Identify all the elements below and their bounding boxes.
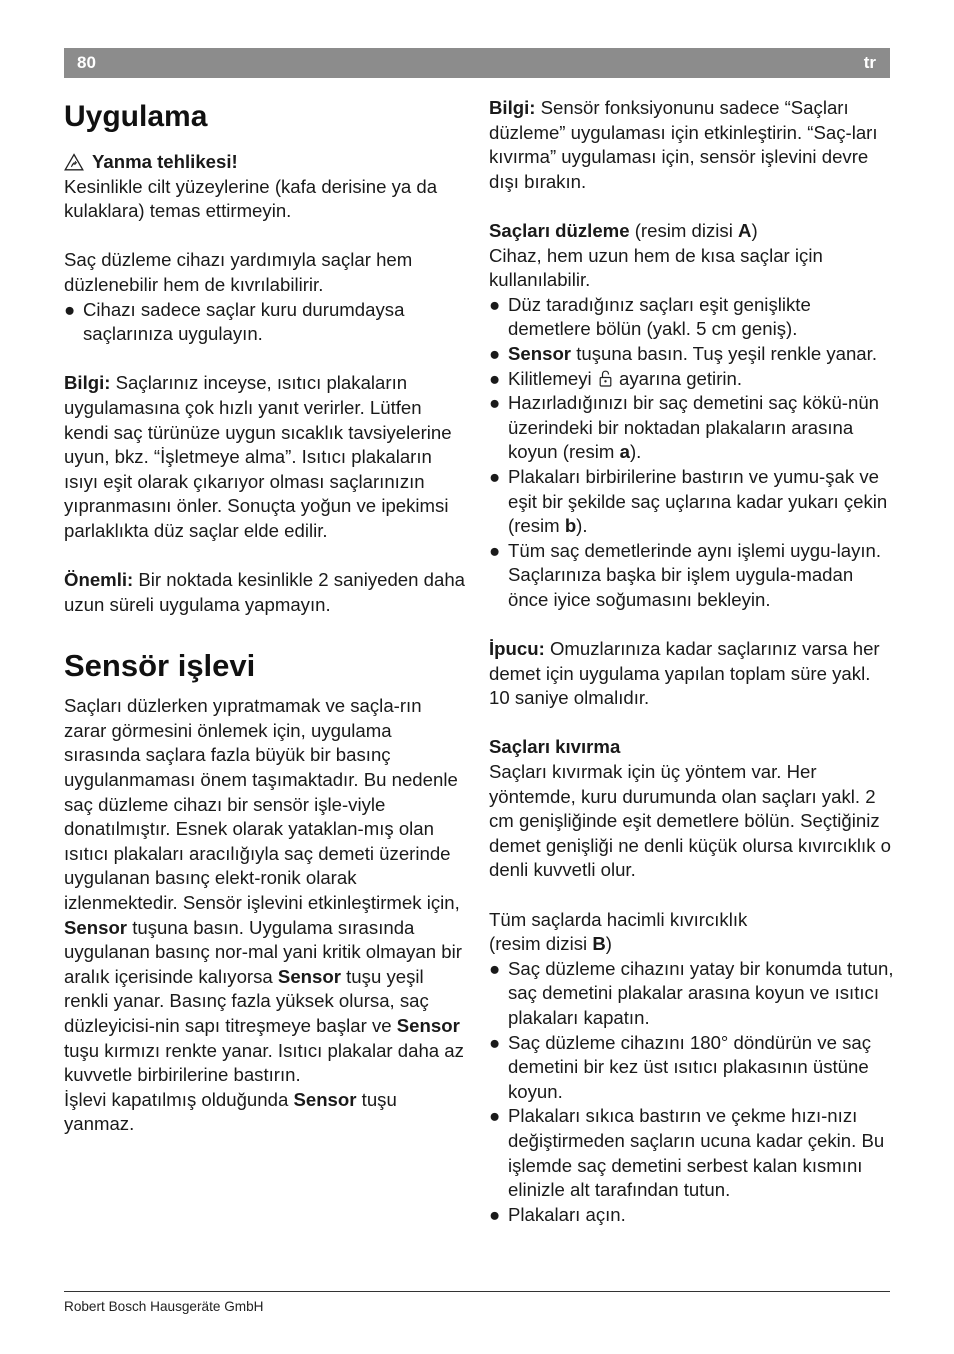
duzleme-steps xyxy=(489,293,894,613)
duzleme-heading: Saçları düzleme (resim dizisi A) xyxy=(489,219,758,241)
duzleme-intro: Cihaz, hem uzun hem de kısa saçlar için kullanılabilir. xyxy=(489,244,823,291)
hacimli-heading-line1: Tüm saçlarda hacimli kıvırcıklık xyxy=(489,908,748,930)
list-item: ● Cihazı sadece saçlar kuru durumdaysa saçlarınıza uygulayın. xyxy=(64,298,405,345)
kivirma-steps xyxy=(489,957,894,1228)
footer-company: Robert Bosch Hausgeräte GmbH xyxy=(64,1299,264,1314)
page-number: 80 xyxy=(77,53,96,72)
language-code: tr xyxy=(863,53,876,72)
section-title-sensor: Sensör işlevi xyxy=(64,648,256,684)
list-item: ● Saç düzleme cihazını yatay bir konumda tutun, saç demetini plakalar arasına koyun ve ısıtıcı plakaları kapatın. xyxy=(489,957,894,1028)
right-column xyxy=(489,96,894,1227)
warning-label: Yanma tehlikesi! xyxy=(92,151,238,172)
bilgi-sensor-paragraph: Bilgi: Sensör fonksiyonunu sadece “Saçları düzleme” uygulaması için etkinleştirin. “Saç-ları kıvırma” uygulaması için, sensör işlevini devre dışı bırakın. xyxy=(489,97,878,192)
section-title-uygulama: Uygulama xyxy=(64,100,208,133)
left-bullet-list xyxy=(64,298,466,347)
warning-heading xyxy=(64,150,466,175)
hacimli-heading-line2: (resim dizisi B) xyxy=(489,933,612,955)
list-item: ● Plakaları açın. xyxy=(489,1203,626,1225)
sensor-paragraph: Saçları düzlerken yıpratmamak ve saçla-rın zarar görmesini önlemek için, uygulama sırasında saçlara fazla büyük bir basınç uygulanmaması önem taşımaktadır. Bu nedenle saç düzleme cihazı bir sensör işle-viyle donatılmıştır. Esnek olarak yataklan-mış olan ısıtıcı plakaları aracılığıyla saç demeti üzerinde uygulanan basınç elekt-ronik olarak izlenmektedir. Sensör işlevini etkinleştirmek için, Sensor tuşuna basın. Uygulama sırasında uygulanan basınç nor-mal yani kritik olmayan bir aralık içerisinde kalıyorsa Sensor tuşu yeşil renkli yanar. Basınç fazla yüksek olursa, saç düzleyicisi-nin sapı titreşmeye başlar ve Sensor tuşu kırmızı renkte yanar. Isıtıcı plakalar daha az kuvvetle birbirilerine bastırın. xyxy=(64,695,464,1086)
list-item: ● Kilitlemeyi ayarına getirin. xyxy=(489,367,743,389)
intro-text: Saç düzleme cihazı yardımıyla saçlar hem düzlenebilir hem de kıvrılabilirir. xyxy=(64,249,413,295)
list-item: ● Plakaları birbirilerine bastırın ve yumu-şak ve eşit bir şekilde saç uçlarına kadar yukarı çekin (resim b). xyxy=(489,465,888,537)
list-item: ● Plakaları sıkıca bastırın ve çekme hızı-nızı değiştirmeden saçların ucuna kadar çekin. Bu işlemde saç demetini serbest kalan kısmını elinizle alt tarafından tutun. xyxy=(489,1105,885,1201)
list-item: ● Sensor tuşuna basın. Tuş yeşil renkle yanar. xyxy=(489,342,877,364)
left-column xyxy=(64,96,466,1137)
list-item: ● Hazırladığınızı bir saç demetini saç kökü-nün üzerindeki bir noktadan plakaların arasına koyun (resim a). xyxy=(489,392,880,463)
kivirma-heading: Saçları kıvırma xyxy=(489,736,621,758)
warning-text: Kesinlikle cilt yüzeylerine (kafa derisine ya da kulaklara) temas ettirmeyin. xyxy=(64,175,438,222)
list-item: ● Saç düzleme cihazını 180° döndürün ve saç demetini bir kez üst ısıtıcı plakasının üstüne koyun. xyxy=(489,1031,872,1102)
kivirma-text: Saçları kıvırmak için üç yöntem var. Her yöntemde, kuru durumunda olan saçları yakl. 2 cm genişliğinde eşit demetlere bölün. Seçtiğiniz demet genişliği ne denli küçük olursa kıvırcıklık o denli kuvvetli olur. xyxy=(489,761,892,881)
list-item: ● Düz taradığınız saçları eşit genişlikte demetlere bölün (yakl. 5 cm geniş). xyxy=(489,293,811,340)
warning-triangle-icon xyxy=(64,153,84,171)
unlock-icon xyxy=(599,370,612,387)
footer-rule xyxy=(64,1291,890,1292)
bilgi-paragraph: Bilgi: Saçlarınız inceyse, ısıtıcı plakaların uygulamasına çok hızlı yanıt verirler. Lütfen kendi saç türünüze uygun sıcaklık tavsiyelerine uyun, bkz. “İşletmeye alma”. Isıtıcı plakaların ısıyı eşit olarak çıkarıyor olması saçlarınızın yıpranmasını önler. Sonuçta yoğun ve ipekimsi parlaklıkta düz saçlar elde edilir. xyxy=(64,372,452,541)
ipucu-paragraph: İpucu: Omuzlarınıza kadar saçlarınız varsa her demet için uygulama yapılan toplam süre yakl. 10 saniye olmalıdır. xyxy=(489,638,880,709)
header-bar xyxy=(64,48,890,78)
sensor-off-paragraph: İşlevi kapatılmış olduğunda Sensor tuşu yanmaz. xyxy=(64,1088,397,1135)
list-item: ● Tüm saç demetlerinde aynı işlemi uygu-layın. Saçlarınıza başka bir işlem uygula-madan önce iyice soğumasını bekleyin. xyxy=(489,539,882,610)
onemli-paragraph: Önemli: Bir noktada kesinlikle 2 saniyeden daha uzun süreli uygulama yapmayın. xyxy=(64,569,466,615)
